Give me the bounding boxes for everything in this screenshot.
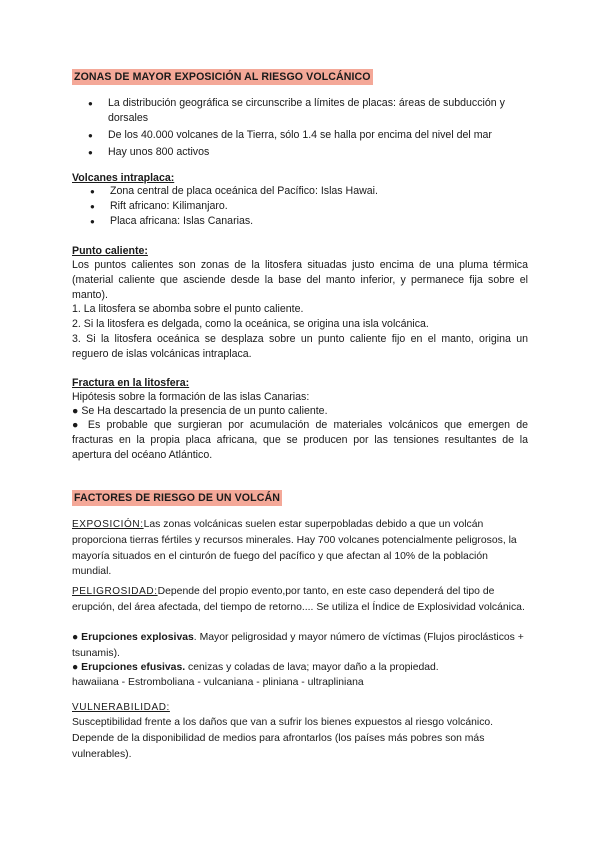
exposicion-label: EXPOSICIÓN: — [72, 519, 144, 530]
subtitle-fractura: Fractura en la litosfera: — [72, 377, 190, 389]
eruption-types: hawaiiana - Estromboliana - vulcaniana - pliniana - ultrapliniana — [72, 677, 364, 688]
section-title-zonas: ZONAS DE MAYOR EXPOSICIÓN AL RIESGO VOLCÁNICO — [74, 71, 371, 83]
subtitle-intraplaca: Volcanes intraplaca: — [72, 172, 175, 184]
fractura-item-2: ● Es probable que surgieran por acumulación de materiales volcánicos que emergen de fracturas en la propia placa africana, que se producen por las tensiones resultantes de la apertura del océano Atlántico. — [72, 419, 528, 461]
exposicion-text: Las zonas volcánicas suelen estar superpobladas debido a que un volcán proporciona tierras fértiles y recursos minerales. Hay 700 volcanes potencialmente peligrosos, la mayoría situados en el cinturón de fuego del pacífico y que afectan al 10% de la población mundial. — [72, 519, 517, 578]
list-item: ● Hay unos 800 activos — [72, 145, 528, 160]
fractura-intro: Hipótesis sobre la formación de las islas Canarias: — [72, 391, 310, 403]
bullet-list-intraplaca — [74, 184, 528, 229]
vulnerabilidad-label: VULNERABILIDAD: — [72, 702, 170, 713]
list-item: ● Placa africana: Islas Canarias. — [74, 214, 528, 229]
fractura-item-1: ● Se Ha descartado la presencia de un punto caliente. — [72, 405, 328, 417]
list-item: ● De los 40.000 volcanes de la Tierra, sólo 1.4 se halla por encima del nivel del mar — [72, 128, 528, 143]
vulnerabilidad-text: Susceptibilidad frente a los daños que van a sufrir los bienes expuestos al riesgo volcánico. Depende de la disponibilidad de medios para afrontarlos (los países más pobres son más vulnerables). — [72, 717, 494, 760]
erupciones-explosivas: ● Erupciones explosivas. Mayor peligrosidad y mayor número de víctimas (Flujos piroclásticos + tsunamis). — [72, 632, 524, 659]
punto-caliente-item-3: 3. Si la litosfera oceánica se desplaza sobre un punto caliente fijo en el manto, origina un reguero de islas volcánicas intraplaca. — [72, 333, 528, 360]
punto-caliente-item-2: 2. Si la litosfera es delgada, como la oceánica, se origina una isla volcánica. — [72, 318, 429, 330]
exposicion-paragraph — [72, 517, 528, 580]
explosivas-text: . Mayor peligrosidad y mayor número de víctimas (Flujos piroclásticos + tsunamis). — [72, 632, 524, 659]
list-item: ● Zona central de placa oceánica del Pacífico: Islas Hawai. — [74, 184, 528, 199]
subtitle-punto-caliente: Punto caliente: — [72, 245, 148, 257]
punto-caliente-item-1: 1. La litosfera se abomba sobre el punto caliente. — [72, 303, 304, 315]
erupciones-efusivas: ● Erupciones efusivas. cenizas y coladas de lava; mayor daño a la propiedad. — [72, 662, 439, 673]
punto-caliente-intro: Los puntos calientes son zonas de la litosfera situadas justo encima de una pluma térmica (material caliente que asciende desde la base del manto inferior, y permanece fija sobre el manto). — [72, 259, 528, 301]
list-item: ● Rift africano: Kilimanjaro. — [74, 199, 528, 214]
section-title-factores: FACTORES DE RIESGO DE UN VOLCÁN — [74, 492, 280, 504]
efusivas-label: Erupciones efusivas. — [81, 662, 186, 673]
efusivas-text: cenizas y coladas de lava; mayor daño a la propiedad. — [185, 662, 439, 673]
vulnerabilidad-label-row — [72, 700, 528, 716]
explosivas-label: Erupciones explosivas — [81, 632, 194, 643]
peligrosidad-label: PELIGROSIDAD: — [72, 586, 158, 597]
list-item: ● La distribución geográfica se circunscribe a límites de placas: áreas de subducción y dorsales — [72, 96, 528, 126]
peligrosidad-text: Depende del propio evento,por tanto, en este caso dependerá del tipo de erupción, del área afectada, del tiempo de retorno.... Se utiliza el Índice de Explosividad volcánica. — [72, 586, 525, 613]
peligrosidad-paragraph — [72, 584, 528, 616]
bullet-list-zonas — [72, 96, 528, 160]
